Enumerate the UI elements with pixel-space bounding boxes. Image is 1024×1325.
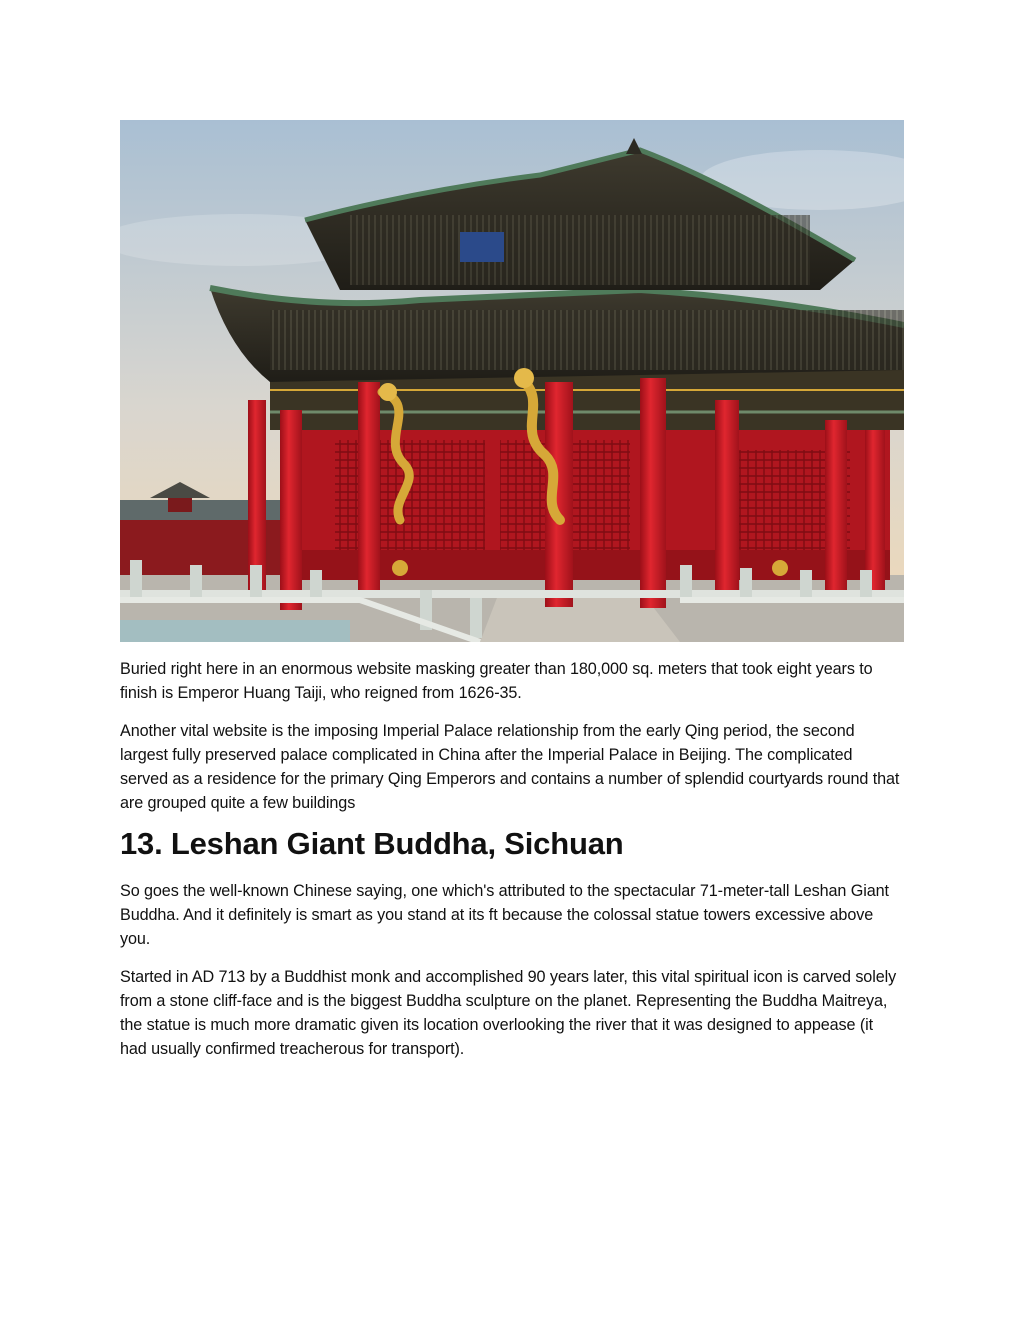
section-heading: 13. Leshan Giant Buddha, Sichuan: [120, 826, 624, 861]
paragraph-buddha-history: Started in AD 713 by a Buddhist monk and accomplished 90 years later, this vital spiritual icon is carved solely from a stone cliff-face and is the biggest Buddha sculpture on the planet. Representing the Buddha Maitreya, the statue is much more dramatic given its location overlooking the river that it was designed to appease (it had usually confirmed treacherous for transport).: [120, 968, 897, 1058]
paragraph-imperial-palace: Another vital website is the imposing Imperial Palace relationship from the early Qing period, the second largest fully preserved palace complicated in China after the Imperial Palace in Beijing. The complicated served as a residence for the primary Qing Emperors and contains a number of splendid courtyards round that are grouped quite a few buildings: [120, 722, 900, 812]
paragraph-chinese-saying: So goes the well-known Chinese saying, one which's attributed to the spectacular 71-meter-tall Leshan Giant Buddha. And it definitely is smart as you stand at its ft because the colossal statue towers excessive above you.: [120, 882, 889, 948]
palace-illustration: [120, 120, 904, 642]
palace-photo: [120, 120, 904, 642]
paragraph-huang-taiji: Buried right here in an enormous website masking greater than 180,000 sq. meters that took eight years to finish is Emperor Huang Taiji, who reigned from 1626-35.: [120, 660, 873, 702]
document-page: [120, 120, 904, 1061]
